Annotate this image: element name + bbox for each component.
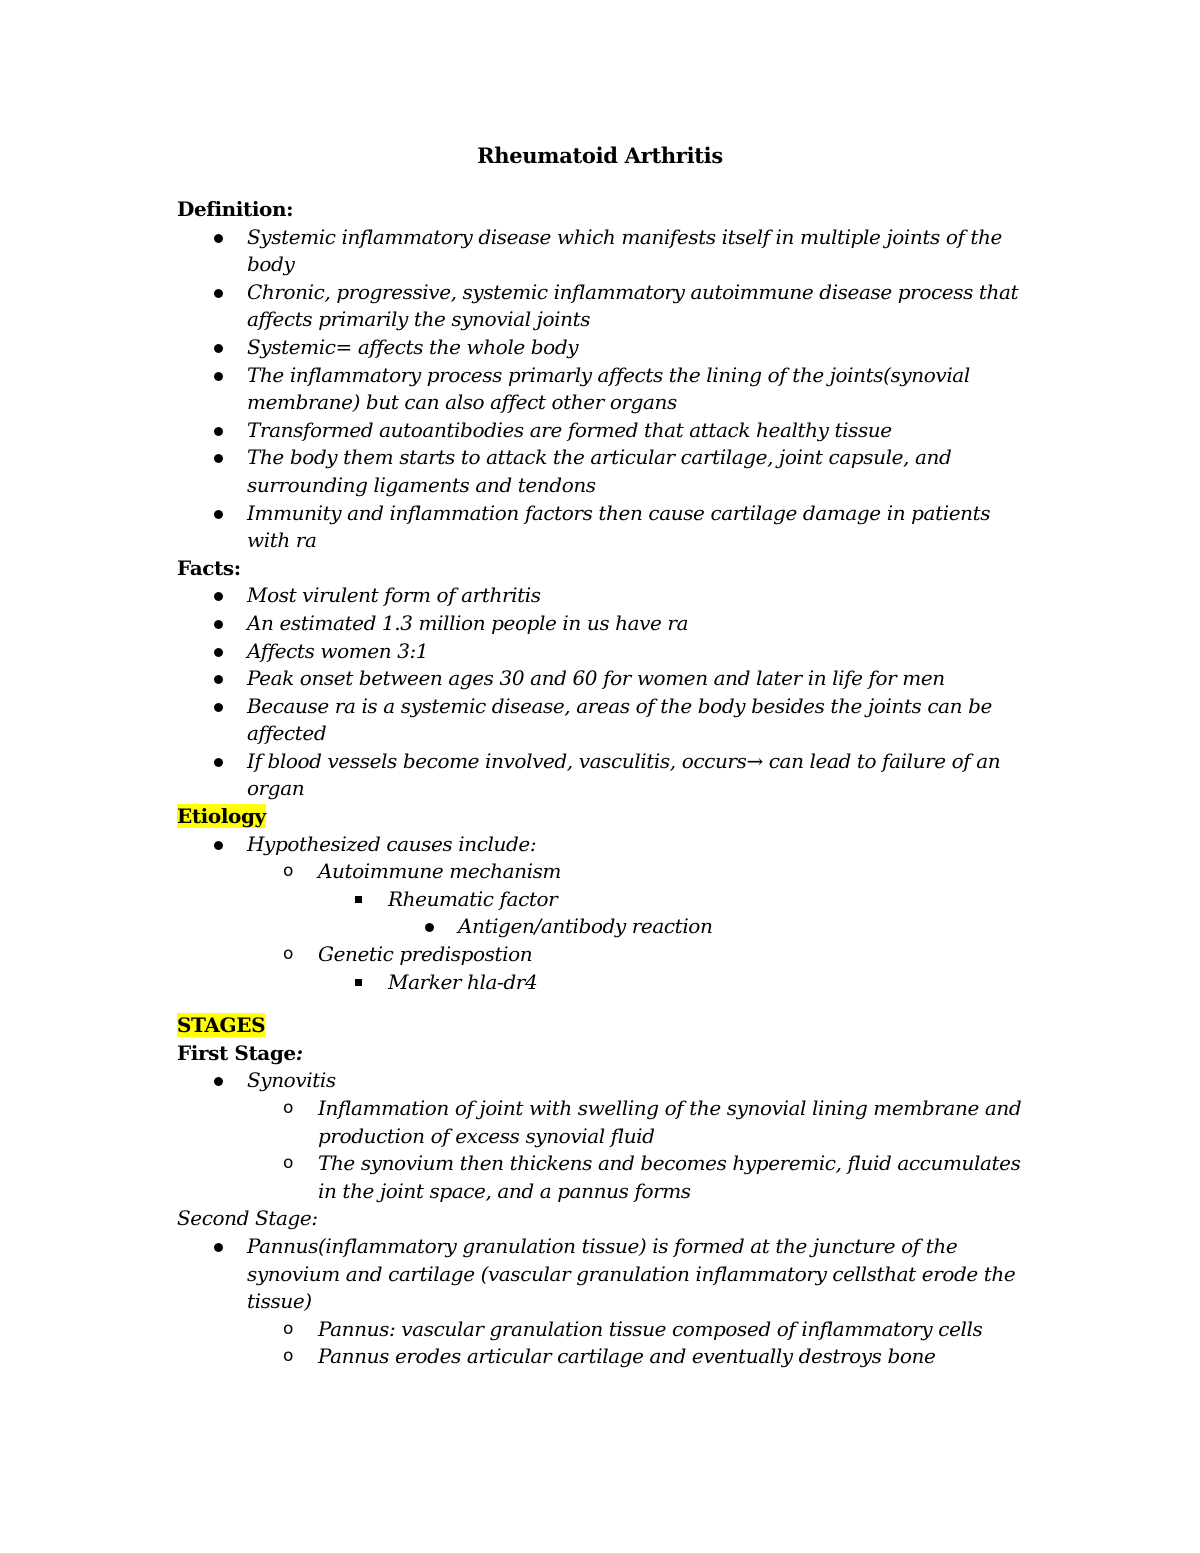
stage-item: Pannus(inflammatory granulation tissue) is formed at the juncture of the synovium and cartilage (vascular granulation inflammatory cellsthat erode the tissue) <box>177 1233 1037 1316</box>
stage-item: Synovitis <box>177 1067 1037 1095</box>
bullet-dot-icon <box>214 620 223 629</box>
stage-subitem: o Pannus erodes articular cartilage and eventually destroys bone <box>177 1343 1037 1371</box>
bullet-dot-icon <box>214 372 223 381</box>
bullet-circle-icon: o <box>283 1346 294 1367</box>
document-body <box>177 196 1037 1371</box>
fact-item: Because ra is a systemic disease, areas of the body besides the joints can be affected <box>177 693 1037 748</box>
document-title: Rheumatoid Arthritis <box>477 143 723 168</box>
bullet-dot-icon <box>214 675 223 684</box>
bullet-dot-icon <box>214 234 223 243</box>
bullet-circle-icon: o <box>283 1153 294 1174</box>
bullet-circle-icon: o <box>283 1318 294 1339</box>
bullet-dot-icon <box>214 841 223 850</box>
paragraph-gap <box>177 996 1037 1012</box>
bullet-circle-icon: o <box>283 861 294 882</box>
second-stage-heading: Second Stage: <box>177 1206 318 1231</box>
first-stage-heading: First Stage: <box>177 1040 303 1065</box>
definition-heading: Definition: <box>177 197 294 221</box>
bullet-dot-icon <box>214 1077 223 1086</box>
fact-item: Most virulent form of arthritis <box>177 582 1037 610</box>
bullet-dot-icon <box>214 758 223 767</box>
bullet-dot-icon <box>214 344 223 353</box>
etiology-subitem: Rheumatic factor <box>177 886 1037 914</box>
facts-heading: Facts: <box>177 555 241 580</box>
definition-item: Systemic= affects the whole body <box>177 334 1037 362</box>
definition-item: The body them starts to attack the articular cartilage, joint capsule, and surrounding ligaments and tendons <box>177 444 1037 499</box>
bullet-square-icon <box>355 896 362 903</box>
bullet-dot-icon <box>214 289 223 298</box>
highlighted-heading: STAGES <box>177 1013 266 1038</box>
etiology-subitem: Antigen/antibody reaction <box>177 913 1037 941</box>
bullet-circle-icon: o <box>283 1098 294 1118</box>
bullet-circle-icon: o <box>283 944 294 965</box>
bullet-dot-icon <box>425 923 434 932</box>
etiology-subitem: Marker hla-dr4 <box>177 969 1037 997</box>
bullet-square-icon <box>355 979 362 986</box>
etiology-item: Hypothesized causes include: <box>177 831 1037 859</box>
fact-item: If blood vessels become involved, vasculitis, occurs→ can lead to failure of an organ <box>177 748 1037 803</box>
etiology-subitem: o Autoimmune mechanism <box>177 858 1037 886</box>
bullet-dot-icon <box>214 592 223 601</box>
fact-item: Peak onset between ages 30 and 60 for women and later in life for men <box>177 665 1037 693</box>
definition-item: Transformed autoantibodies are formed that attack healthy tissue <box>177 417 1037 445</box>
etiology-subitem: o Genetic predispostion <box>177 941 1037 969</box>
definition-item: The inflammatory process primarly affects the lining of the joints(synovial membrane) but can also affect other organs <box>177 362 1037 417</box>
bullet-dot-icon <box>214 510 223 519</box>
definition-item: Immunity and inflammation factors then cause cartilage damage in patients with ra <box>177 500 1037 555</box>
definition-item: Chronic, progressive, systemic inflammatory autoimmune disease process that affects primarily the synovial joints <box>177 279 1037 334</box>
stage-subitem: o Pannus: vascular granulation tissue composed of inflammatory cells <box>177 1316 1037 1344</box>
highlighted-heading: Etiology <box>177 804 266 829</box>
fact-item: An estimated 1.3 million people in us have ra <box>177 610 1037 638</box>
stage-subitem: o The synovium then thickens and becomes hyperemic, fluid accumulates in the joint space, and a pannus forms <box>283 1151 1021 1203</box>
etiology-heading <box>177 803 1037 831</box>
bullet-dot-icon <box>214 703 223 712</box>
bullet-dot-icon <box>214 648 223 657</box>
bullet-dot-icon <box>214 427 223 436</box>
stages-heading <box>177 1012 1037 1040</box>
bullet-dot-icon <box>214 454 223 463</box>
stage-subitem: o Inflammation of joint with swelling of the synovial lining membrane and production of excess synovial fluid <box>283 1096 1022 1148</box>
definition-item: Systemic inflammatory disease which manifests itself in multiple joints of the body <box>177 224 1037 279</box>
bullet-dot-icon <box>214 1243 223 1252</box>
fact-item: Affects women 3:1 <box>177 638 1037 666</box>
